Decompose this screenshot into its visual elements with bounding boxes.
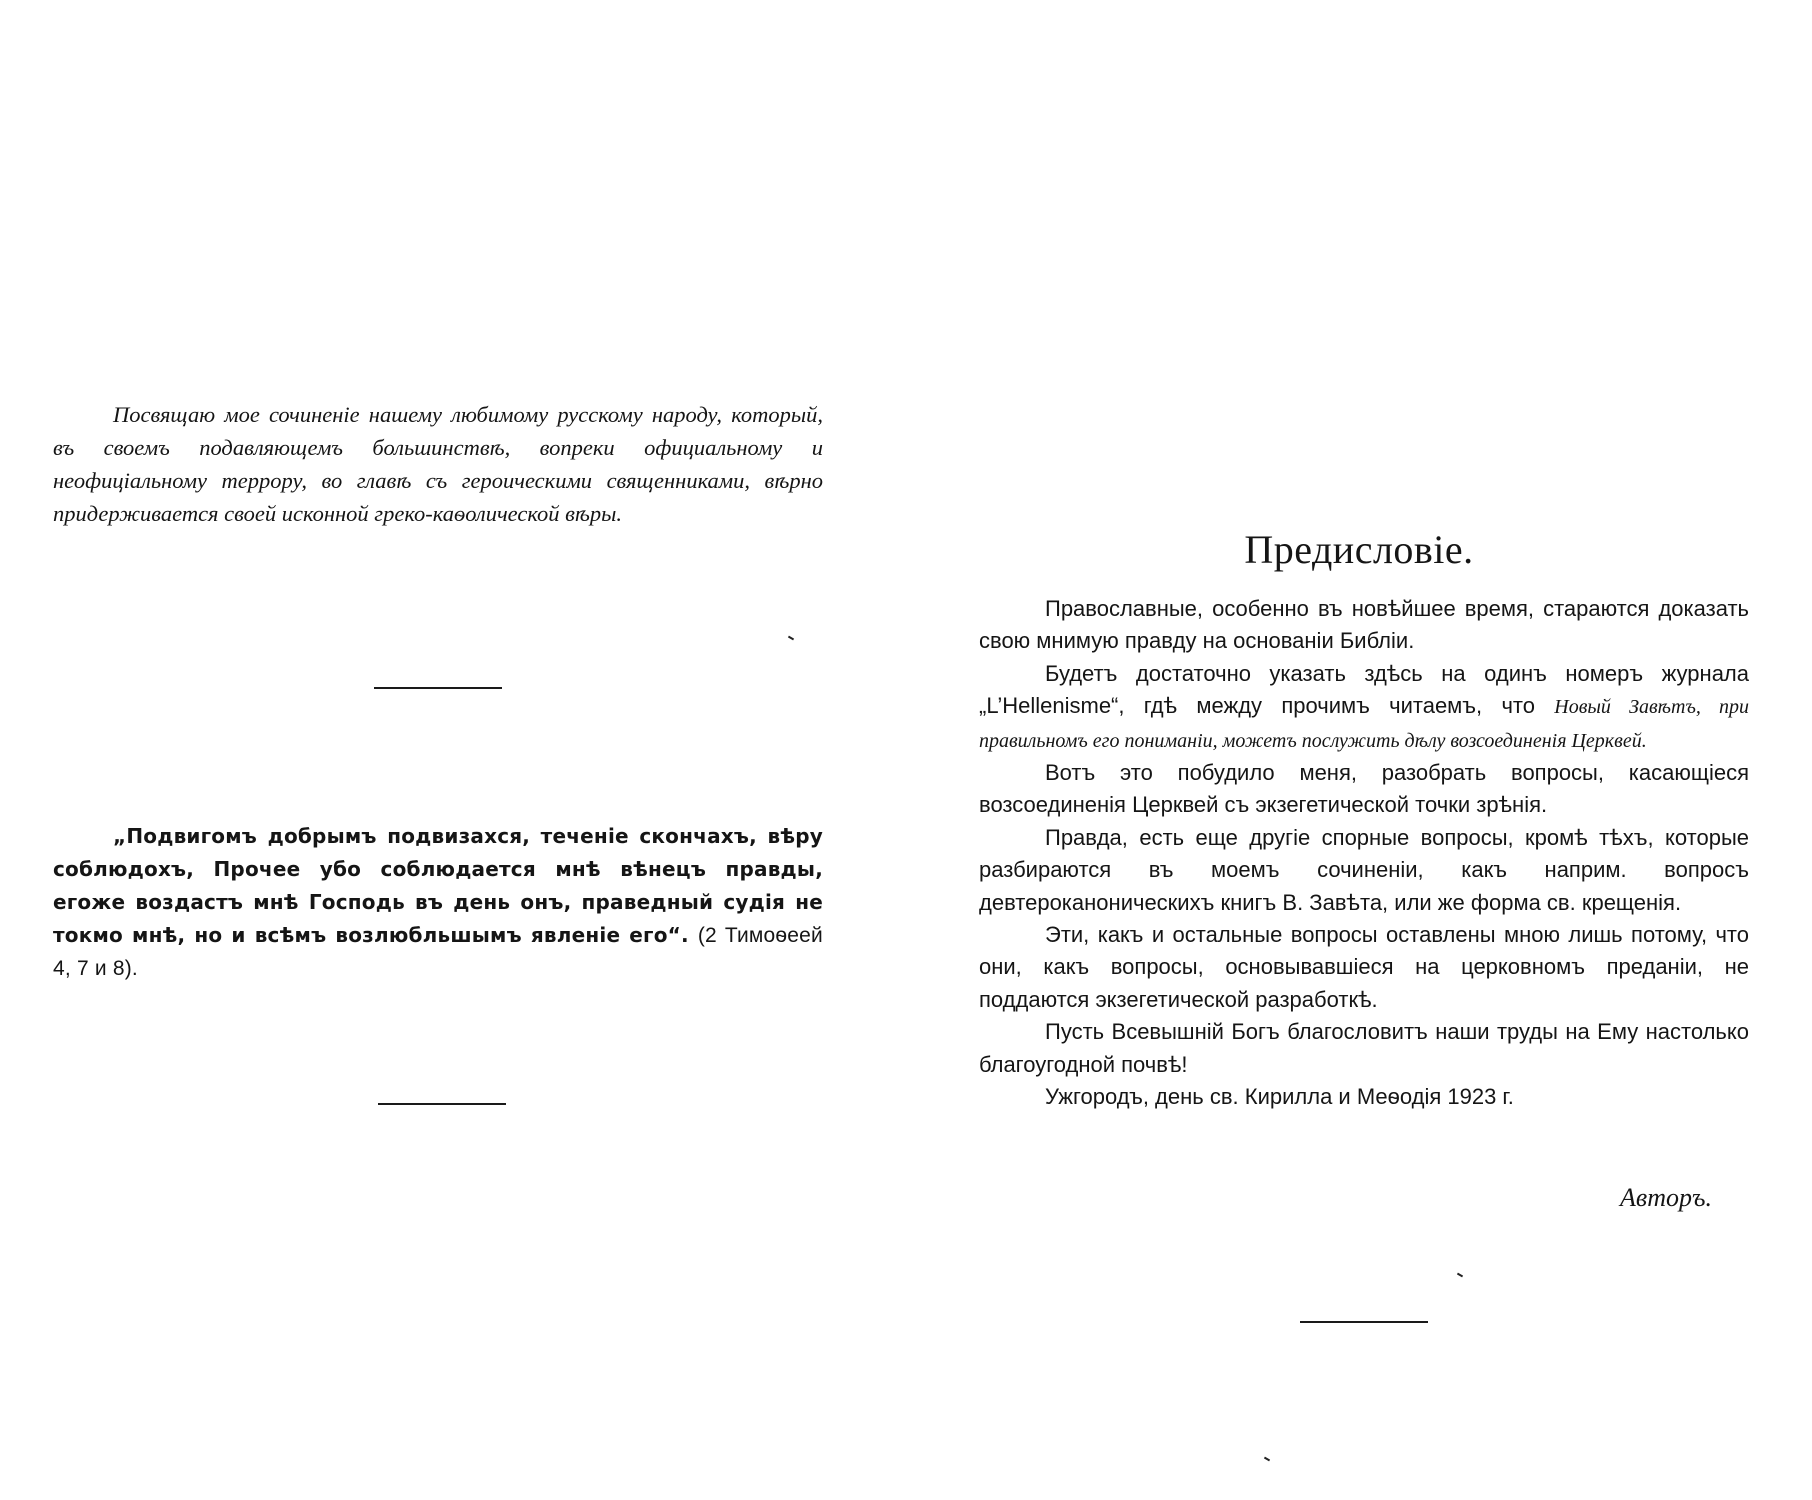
preface-paragraph-4: Правда, есть еще другіе спорные вопросы, кромѣ тѣхъ, которые разбираются въ моемъ сочиненіи, какъ наприм. вопросъ девтероканоническихъ книгъ В. Завѣта, или же форма св. крещенія.: [979, 824, 1749, 915]
dedication-text: Посвящаю мое сочиненіе нашему любимому русскому народу, который, въ своемъ подавляющемъ большинствѣ, вопреки официальному и неофиціальному террору, во главѣ съ героическими священниками, вѣрно придерживается своей исконной греко-каѳолической вѣры.: [53, 402, 823, 526]
preface-body: [979, 593, 1749, 1114]
preface-paragraph-2: [979, 658, 1749, 757]
print-speck: [1264, 1457, 1270, 1462]
section-divider-bottom: [378, 1103, 506, 1105]
epigraph-quote: [53, 820, 823, 985]
print-speck: [788, 636, 794, 641]
right-page: [906, 0, 1812, 1500]
print-speck: [1457, 1273, 1463, 1278]
preface-title: Предисловіе.: [1244, 527, 1474, 572]
preface-paragraph-2-text: Будетъ достаточно указать здѣсь на одинъ номеръ журнала „L’Hellenisme“, гдѣ между прочимъ читаемъ, что: [979, 660, 1749, 719]
epigraph-text: „Подвигомъ добрымъ подвизахся, теченіе скончахъ, вѣру соблюдохъ, Прочее убо соблюдается мнѣ вѣнецъ правды, егоже воздастъ мнѣ Господь въ день онъ, праведный судія не токмо мнѣ, но и всѣмъ возлюбльшымъ явленіе его“.: [53, 824, 823, 947]
dateline: Ужгородъ, день св. Кирилла и Меѳодія 1923 г.: [1045, 1084, 1514, 1110]
closing-divider: [1300, 1321, 1428, 1323]
epigraph-reference: (2 Тимоѳеей 4, 7 и 8).: [53, 924, 823, 980]
preface-paragraph-1: Православные, особенно въ новѣйшее время, стараются доказать свою мнимую правду на основаніи Библіи.: [979, 596, 1749, 654]
author-signature: Авторъ.: [1620, 1183, 1712, 1212]
preface-paragraph-5: Эти, какъ и остальные вопросы оставлены мною лишь потому, что они, какъ вопросы, основывавшіеся на церковномъ преданіи, не поддаются экзегетической разработкѣ.: [979, 922, 1749, 1012]
preface-paragraph-3: Вотъ это побудило меня, разобрать вопросы, касающіеся возсоединенія Церквей съ экзегетической точки зрѣнія.: [979, 760, 1749, 818]
section-divider-top: [374, 687, 502, 689]
preface-paragraph-6: Пусть Всевышній Богъ благословитъ наши труды на Ему настолько благоугодной почвѣ!: [979, 1019, 1749, 1077]
quoted-statement: Новый Завѣтъ, при правильномъ его пониманіи, можетъ послужить дѣлу возсоединенія Церквей.: [979, 696, 1749, 752]
